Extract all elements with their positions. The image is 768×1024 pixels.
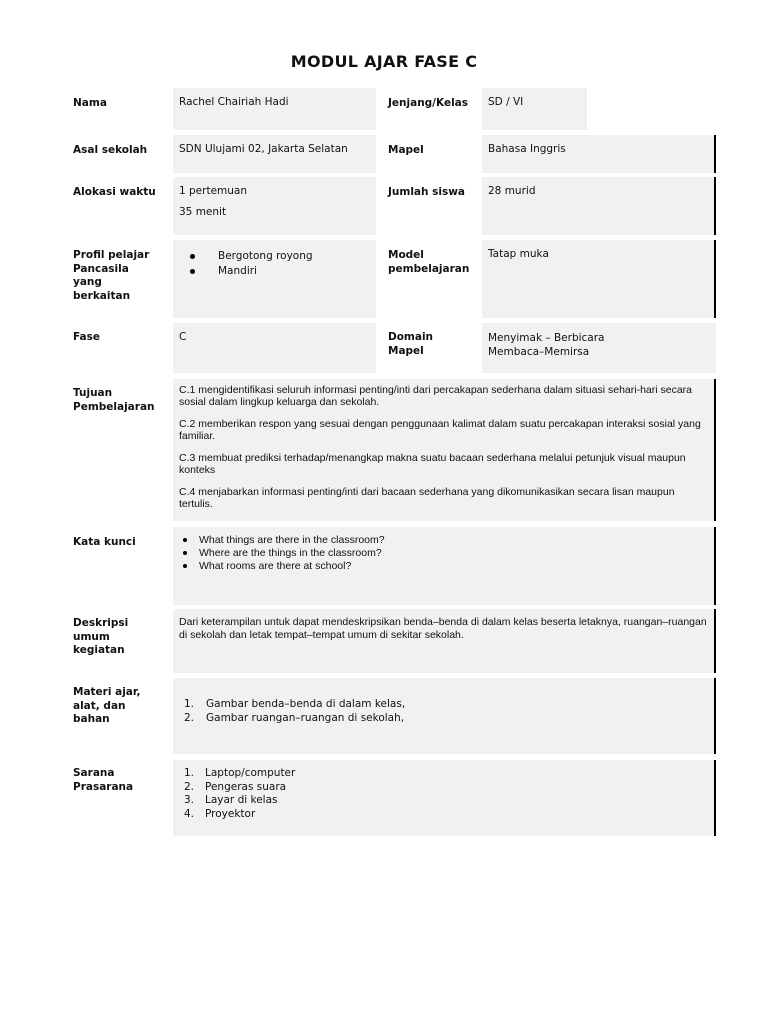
label-asal-sekolah: Asal sekolah bbox=[73, 144, 148, 156]
document-title: MODUL AJAR FASE C bbox=[290, 52, 478, 71]
value-asal-sekolah bbox=[173, 135, 376, 173]
tujuan-item: C.3 membuat prediksi terhadap/menangkap makna suatu bacaan sederhana melalui petunjuk visual maupun konteks bbox=[179, 452, 686, 476]
list-item: 3. Layar di kelas bbox=[184, 794, 278, 806]
label-deskripsi-umum-kegiatan: Deskripsi umum kegiatan bbox=[73, 617, 129, 656]
label-mapel: Mapel bbox=[388, 144, 424, 156]
value-nama bbox=[173, 88, 376, 130]
label-tujuan-pembelajaran: Tujuan Pembelajaran bbox=[73, 387, 155, 413]
list-item: 2. Pengeras suara bbox=[184, 780, 287, 793]
model-text: Tatap muka bbox=[488, 248, 549, 260]
label-sarana-prasarana: Sarana Prasarana bbox=[73, 767, 134, 793]
alokasi-line-2: 35 menit bbox=[179, 206, 227, 218]
bullet-icon bbox=[190, 254, 195, 259]
bullet-icon bbox=[183, 538, 187, 542]
value-fase bbox=[173, 323, 376, 373]
alokasi-line-1: 1 pertemuan bbox=[179, 185, 248, 197]
list-number: 1. bbox=[184, 698, 195, 710]
value-tujuan-pembelajaran bbox=[173, 379, 716, 521]
list-item: Mandiri bbox=[190, 265, 370, 278]
list-item: 1. Laptop/computer bbox=[184, 767, 296, 779]
fase-text: C bbox=[179, 331, 187, 343]
value-domain-mapel: Menyimak – Berbicara Membaca–Memirsa bbox=[482, 323, 716, 373]
label-profil-pelajar: Profil pelajar Pancasila yang berkaitan bbox=[73, 249, 150, 302]
value-model-pembelajaran bbox=[482, 240, 716, 318]
list-item: 4. Proyektor bbox=[184, 807, 256, 820]
label-model-pembelajaran: Model pembelajaran bbox=[388, 249, 470, 275]
label-fase: Fase bbox=[73, 331, 101, 343]
value-jumlah-siswa bbox=[482, 177, 716, 235]
value-materi-ajar bbox=[173, 678, 716, 754]
list-number: 2. bbox=[184, 780, 195, 793]
tujuan-item: C.4 menjabarkan informasi penting/inti dari bacaan sederhana yang dikomunikasikan secara lisan maupun tertulis. bbox=[179, 486, 675, 510]
value-sarana-prasarana bbox=[173, 760, 716, 836]
list-item: Where are the things in the classroom? bbox=[179, 547, 708, 560]
bullet-icon bbox=[183, 564, 187, 568]
value-alokasi-waktu bbox=[173, 177, 376, 235]
tujuan-item: C.1 mengidentifikasi seluruh informasi penting/inti dari percakapan sederhana dalam situasi sehari-hari secara sosial dalam lingkup keluarga dan sekolah. bbox=[179, 384, 693, 408]
nama-text: Rachel Chairiah Hadi bbox=[179, 96, 289, 108]
list-number: 4. bbox=[184, 807, 195, 820]
bullet-icon bbox=[183, 551, 187, 555]
list-number: 2. bbox=[184, 712, 195, 724]
list-item: 1. Gambar benda–benda di dalam kelas, bbox=[184, 698, 406, 710]
value-kata-kunci bbox=[173, 527, 716, 605]
jumlah-siswa-text: 28 murid bbox=[488, 185, 536, 197]
label-kata-kunci: Kata kunci bbox=[73, 536, 136, 548]
label-materi-ajar: Materi ajar, alat, dan bahan bbox=[73, 686, 141, 725]
list-item: What things are there in the classroom? bbox=[179, 534, 708, 547]
deskripsi-text: Dari keterampilan untuk dapat mendeskripsikan benda–benda di dalam kelas beserta letaknya, ruangan–ruangan di sekolah dan letak tempat–tempat umum di sekitar sekolah. bbox=[179, 616, 707, 641]
list-number: 3. bbox=[184, 794, 195, 806]
label-alokasi-waktu: Alokasi waktu bbox=[73, 186, 156, 198]
list-item: Bergotong royong bbox=[190, 250, 370, 263]
bullet-icon bbox=[190, 269, 195, 274]
list-item: What rooms are there at school? bbox=[179, 560, 708, 573]
label-jumlah-siswa: Jumlah siswa bbox=[388, 186, 466, 198]
list-item: 2. Gambar ruangan–ruangan di sekolah, bbox=[184, 712, 405, 724]
mapel-text: Bahasa Inggris bbox=[488, 143, 566, 155]
label-nama: Nama bbox=[73, 97, 107, 109]
value-mapel bbox=[482, 135, 716, 173]
jenjang-text: SD / VI bbox=[488, 96, 524, 108]
value-profil-pelajar bbox=[173, 240, 376, 318]
label-domain-mapel: Domain Mapel bbox=[388, 331, 434, 357]
list-number: 1. bbox=[184, 767, 195, 779]
value-jenjang bbox=[482, 88, 587, 130]
asal-sekolah-text: SDN Ulujami 02, Jakarta Selatan bbox=[179, 143, 348, 155]
tujuan-item: C.2 memberikan respon yang sesuai dengan penggunaan kalimat dalam suatu percakapan interaksi sosial yang familiar. bbox=[179, 418, 701, 442]
value-deskripsi-umum-kegiatan bbox=[173, 609, 716, 673]
label-jenjang: Jenjang/Kelas bbox=[388, 97, 469, 109]
